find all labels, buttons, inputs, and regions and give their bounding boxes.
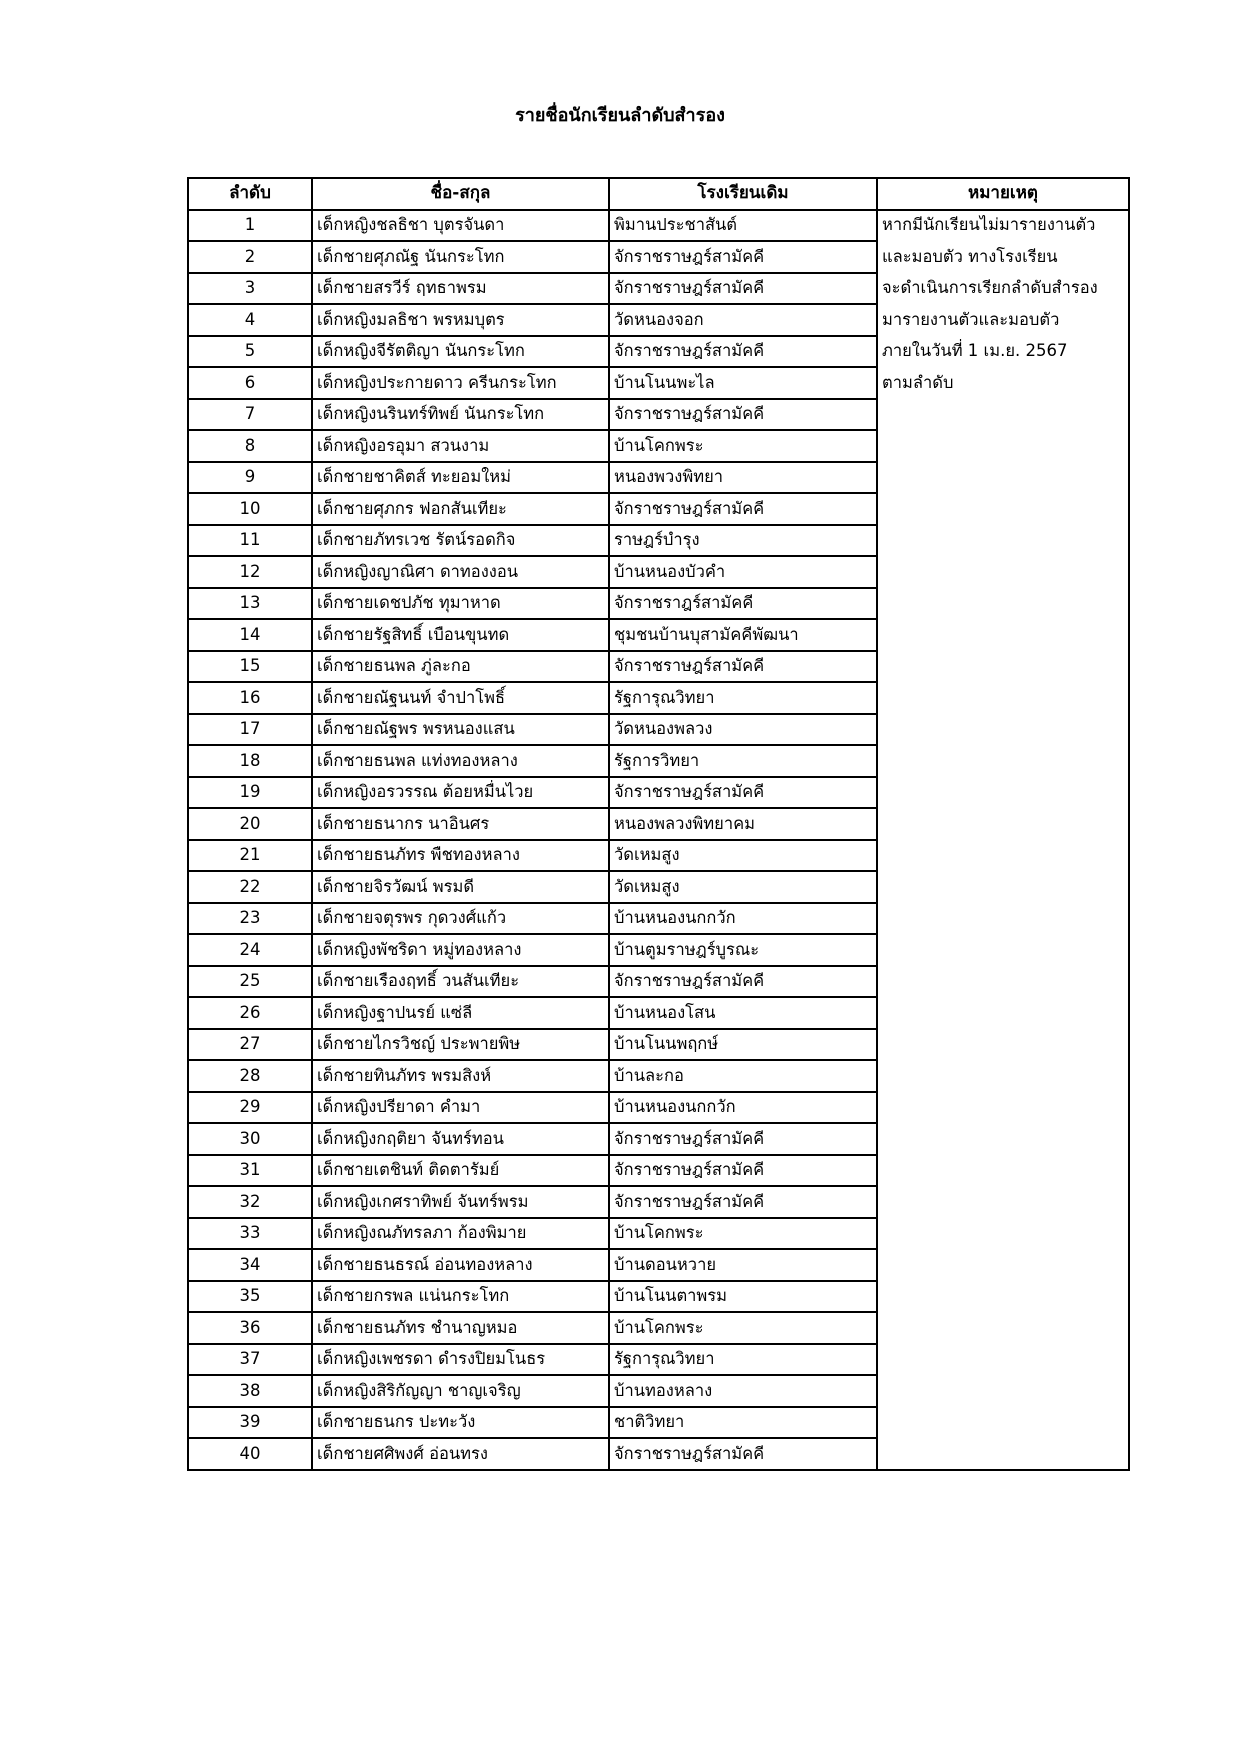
row-school: บ้านหนองนกกวัก <box>609 1092 877 1124</box>
row-school: บ้านหนองโสน <box>609 997 877 1029</box>
row-remark <box>877 399 1129 431</box>
row-remark <box>877 1123 1129 1155</box>
row-name: เด็กหญิงฐาปนรย์ แซ่ลี <box>312 997 609 1029</box>
row-school: บ้านทองหลาง <box>609 1375 877 1407</box>
table-row <box>188 241 1129 273</box>
row-remark <box>877 1092 1129 1124</box>
table-row <box>188 1375 1129 1407</box>
row-school: จักราชราษฎร์สามัคคี <box>609 1155 877 1187</box>
row-remark <box>877 1186 1129 1218</box>
row-school: บ้านโนนตาพรม <box>609 1281 877 1313</box>
row-school: พิมานประชาสันต์ <box>609 210 877 242</box>
row-remark <box>877 934 1129 966</box>
row-school: รัฐการวิทยา <box>609 745 877 777</box>
row-name: เด็กชายจิรวัฒน์ พรมดี <box>312 871 609 903</box>
row-school: จักราชราษฎร์สามัคคี <box>609 493 877 525</box>
row-remark <box>877 1155 1129 1187</box>
row-remark: ภายในวันที่ 1 เม.ย. 2567 <box>877 336 1129 368</box>
table-row <box>188 840 1129 872</box>
row-school: จักราชราษฎร์สามัคคี <box>609 399 877 431</box>
row-remark <box>877 997 1129 1029</box>
table-row <box>188 556 1129 588</box>
table-row <box>188 903 1129 935</box>
row-number: 24 <box>188 934 312 966</box>
row-remark <box>877 1060 1129 1092</box>
row-number: 33 <box>188 1218 312 1250</box>
table-row <box>188 1123 1129 1155</box>
row-number: 7 <box>188 399 312 431</box>
row-school: วัดเหมสูง <box>609 871 877 903</box>
row-number: 4 <box>188 304 312 336</box>
row-name: เด็กชายกรพล แน่นกระโทก <box>312 1281 609 1313</box>
table-row <box>188 682 1129 714</box>
row-number: 31 <box>188 1155 312 1187</box>
table-row <box>188 1281 1129 1313</box>
student-table <box>187 177 1130 1471</box>
table-row <box>188 777 1129 809</box>
table-row <box>188 934 1129 966</box>
column-header-name: ชื่อ-สกุล <box>312 178 609 210</box>
row-remark <box>877 1438 1129 1470</box>
row-school: จักราชราษฎร์สามัคคี <box>609 1438 877 1470</box>
row-number: 28 <box>188 1060 312 1092</box>
row-school: บ้านโนนพฤกษ์ <box>609 1029 877 1061</box>
row-number: 15 <box>188 651 312 683</box>
table-row <box>188 714 1129 746</box>
row-school: วัดเหมสูง <box>609 840 877 872</box>
table-row <box>188 745 1129 777</box>
row-remark <box>877 1218 1129 1250</box>
row-school: จักราชราษฎร์สามัคคี <box>609 273 877 305</box>
row-name: เด็กหญิงญาณิศา ดาทองงอน <box>312 556 609 588</box>
row-school: จักราชราษฎร์สามัคคี <box>609 777 877 809</box>
row-name: เด็กหญิงสิริกัญญา ชาญเจริญ <box>312 1375 609 1407</box>
row-remark: และมอบตัว ทางโรงเรียน <box>877 241 1129 273</box>
row-school: ชุมชนบ้านบุสามัคคีพัฒนา <box>609 619 877 651</box>
row-remark <box>877 682 1129 714</box>
row-school: หนองพลวงพิทยาคม <box>609 808 877 840</box>
row-number: 12 <box>188 556 312 588</box>
row-name: เด็กหญิงจีรัตติญา นันกระโทก <box>312 336 609 368</box>
row-school: บ้านละกอ <box>609 1060 877 1092</box>
table-row <box>188 399 1129 431</box>
row-name: เด็กหญิงเพชรดา ดำรงปิยมโนธร <box>312 1344 609 1376</box>
row-remark <box>877 808 1129 840</box>
table-row <box>188 1029 1129 1061</box>
row-school: บ้านโคกพระ <box>609 430 877 462</box>
row-number: 10 <box>188 493 312 525</box>
row-school: จักราชราษฎร์สามัคคี <box>609 336 877 368</box>
table-row <box>188 493 1129 525</box>
row-name: เด็กหญิงมลธิชา พรหมบุตร <box>312 304 609 336</box>
row-school: จักราชราษฎร์สามัคคี <box>609 241 877 273</box>
row-name: เด็กชายสรวีร์ ฤทธาพรม <box>312 273 609 305</box>
row-name: เด็กชายธนพล แท่งทองหลาง <box>312 745 609 777</box>
row-name: เด็กชายชาคิตส์ ทะยอมใหม่ <box>312 462 609 494</box>
table-row <box>188 210 1129 242</box>
row-remark <box>877 714 1129 746</box>
table-header-row <box>188 178 1129 210</box>
row-school: บ้านโนนพะไล <box>609 367 877 399</box>
row-number: 38 <box>188 1375 312 1407</box>
row-name: เด็กชายจตุรพร กุดวงศ์แก้ว <box>312 903 609 935</box>
row-remark <box>877 651 1129 683</box>
row-name: เด็กหญิงกฤติยา จันทร์ทอน <box>312 1123 609 1155</box>
column-header-number: ลำดับ <box>188 178 312 210</box>
row-name: เด็กชายเรืองฤทธิ์ วนสันเทียะ <box>312 966 609 998</box>
row-name: เด็กชายศศิพงศ์ อ่อนทรง <box>312 1438 609 1470</box>
row-name: เด็กหญิงอรอุมา สวนงาม <box>312 430 609 462</box>
table-row <box>188 588 1129 620</box>
row-name: เด็กชายเดชปภัช ทุมาหาด <box>312 588 609 620</box>
table-row <box>188 1186 1129 1218</box>
row-school: จักราชราษฎร์สามัคคี <box>609 1123 877 1155</box>
row-number: 9 <box>188 462 312 494</box>
row-remark <box>877 462 1129 494</box>
row-number: 39 <box>188 1407 312 1439</box>
row-school: จักราชราฎร์สามัคคี <box>609 588 877 620</box>
row-number: 29 <box>188 1092 312 1124</box>
row-remark <box>877 588 1129 620</box>
row-remark <box>877 903 1129 935</box>
row-number: 19 <box>188 777 312 809</box>
table-row <box>188 966 1129 998</box>
row-school: บ้านดอนหวาย <box>609 1249 877 1281</box>
row-school: บ้านโคกพระ <box>609 1218 877 1250</box>
row-number: 2 <box>188 241 312 273</box>
row-remark: จะดำเนินการเรียกลำดับสำรอง <box>877 273 1129 305</box>
table-row <box>188 1344 1129 1376</box>
table-row <box>188 871 1129 903</box>
table-row <box>188 304 1129 336</box>
table-row <box>188 367 1129 399</box>
table-row <box>188 1249 1129 1281</box>
row-school: รัฐการุณวิทยา <box>609 682 877 714</box>
row-name: เด็กชายณัฐพร พรหนองแสน <box>312 714 609 746</box>
row-number: 13 <box>188 588 312 620</box>
row-number: 22 <box>188 871 312 903</box>
row-remark: มารายงานตัวและมอบตัว <box>877 304 1129 336</box>
row-school: จักราชราษฎร์สามัคคี <box>609 1186 877 1218</box>
row-remark <box>877 493 1129 525</box>
row-number: 6 <box>188 367 312 399</box>
row-number: 32 <box>188 1186 312 1218</box>
row-remark <box>877 871 1129 903</box>
row-number: 37 <box>188 1344 312 1376</box>
row-remark <box>877 1407 1129 1439</box>
row-school: วัดหนองพลวง <box>609 714 877 746</box>
table-row <box>188 430 1129 462</box>
row-number: 5 <box>188 336 312 368</box>
row-number: 25 <box>188 966 312 998</box>
row-name: เด็กชายศุภณัฐ นันกระโทก <box>312 241 609 273</box>
row-school: ราษฎร์บำรุง <box>609 525 877 557</box>
row-remark <box>877 966 1129 998</box>
row-number: 8 <box>188 430 312 462</box>
row-name: เด็กหญิงนรินทร์ทิพย์ นันกระโทก <box>312 399 609 431</box>
row-name: เด็กชายทินภัทร พรมสิงห์ <box>312 1060 609 1092</box>
row-number: 17 <box>188 714 312 746</box>
row-name: เด็กหญิงเกศราทิพย์ จันทร์พรม <box>312 1186 609 1218</box>
row-name: เด็กชายธนพล ภู่ละกอ <box>312 651 609 683</box>
row-number: 11 <box>188 525 312 557</box>
row-name: เด็กชายธนธรณ์ อ่อนทองหลาง <box>312 1249 609 1281</box>
row-school: ชาติวิทยา <box>609 1407 877 1439</box>
row-remark: ตามลำดับ <box>877 367 1129 399</box>
row-number: 35 <box>188 1281 312 1313</box>
row-school: บ้านหนองบัวคำ <box>609 556 877 588</box>
row-number: 1 <box>188 210 312 242</box>
row-name: เด็กหญิงชลธิชา บุตรจันดา <box>312 210 609 242</box>
document-title: รายชื่อนักเรียนลำดับสำรอง <box>515 105 725 126</box>
table-row <box>188 462 1129 494</box>
row-school: บ้านตูมราษฎร์บูรณะ <box>609 934 877 966</box>
row-remark: หากมีนักเรียนไม่มารายงานตัว <box>877 210 1129 242</box>
row-number: 21 <box>188 840 312 872</box>
row-school: บ้านโคกพระ <box>609 1312 877 1344</box>
row-school: วัดหนองจอก <box>609 304 877 336</box>
row-name: เด็กหญิงพัชริดา หมู่ทองหลาง <box>312 934 609 966</box>
row-name: เด็กชายธนภัทร พืชทองหลาง <box>312 840 609 872</box>
table-row <box>188 1092 1129 1124</box>
row-number: 34 <box>188 1249 312 1281</box>
row-name: เด็กหญิงประกายดาว ครีนกระโทก <box>312 367 609 399</box>
row-number: 36 <box>188 1312 312 1344</box>
row-remark <box>877 619 1129 651</box>
row-school: จักราชราษฎร์สามัคคี <box>609 966 877 998</box>
row-number: 40 <box>188 1438 312 1470</box>
row-name: เด็กหญิงณภัทรลภา ก้องพิมาย <box>312 1218 609 1250</box>
row-name: เด็กชายธนภัทร ชำนาญหมอ <box>312 1312 609 1344</box>
row-name: เด็กชายธนกร ปะทะวัง <box>312 1407 609 1439</box>
row-number: 18 <box>188 745 312 777</box>
row-name: เด็กชายณัฐนนท์ จำปาโพธิ์ <box>312 682 609 714</box>
row-school: รัฐการุณวิทยา <box>609 1344 877 1376</box>
table-row <box>188 1155 1129 1187</box>
row-remark <box>877 1249 1129 1281</box>
row-school: จักราชราษฎร์สามัคคี <box>609 651 877 683</box>
row-remark <box>877 745 1129 777</box>
row-remark <box>877 1344 1129 1376</box>
row-name: เด็กชายภัทรเวช รัตน์รอดกิจ <box>312 525 609 557</box>
row-number: 30 <box>188 1123 312 1155</box>
row-remark <box>877 556 1129 588</box>
row-name: เด็กชายรัฐสิทธิ์ เบือนขุนทด <box>312 619 609 651</box>
row-remark <box>877 430 1129 462</box>
table-row <box>188 1438 1129 1470</box>
row-remark <box>877 525 1129 557</box>
row-name: เด็กชายเตชินท์ ติดตารัมย์ <box>312 1155 609 1187</box>
row-name: เด็กชายธนากร นาอินศร <box>312 808 609 840</box>
row-remark <box>877 840 1129 872</box>
table-row <box>188 525 1129 557</box>
row-school: บ้านหนองนกกวัก <box>609 903 877 935</box>
row-remark <box>877 1281 1129 1313</box>
table-row <box>188 1312 1129 1344</box>
row-number: 16 <box>188 682 312 714</box>
column-header-remark: หมายเหตุ <box>877 178 1129 210</box>
row-remark <box>877 1029 1129 1061</box>
row-school: หนองพวงพิทยา <box>609 462 877 494</box>
table-row <box>188 997 1129 1029</box>
table-row <box>188 1060 1129 1092</box>
table-row <box>188 619 1129 651</box>
table-row <box>188 808 1129 840</box>
row-number: 20 <box>188 808 312 840</box>
row-remark <box>877 1375 1129 1407</box>
row-number: 3 <box>188 273 312 305</box>
table-row <box>188 336 1129 368</box>
row-name: เด็กหญิงปรียาดา คำมา <box>312 1092 609 1124</box>
table-row <box>188 273 1129 305</box>
table-row <box>188 1218 1129 1250</box>
row-remark <box>877 777 1129 809</box>
row-remark <box>877 1312 1129 1344</box>
row-number: 14 <box>188 619 312 651</box>
table-row <box>188 1407 1129 1439</box>
row-number: 23 <box>188 903 312 935</box>
row-name: เด็กหญิงอรวรรณ ต้อยหมื่นไวย <box>312 777 609 809</box>
table-row <box>188 651 1129 683</box>
column-header-school: โรงเรียนเดิม <box>609 178 877 210</box>
row-number: 26 <box>188 997 312 1029</box>
row-number: 27 <box>188 1029 312 1061</box>
row-name: เด็กชายศุภกร ฟอกสันเทียะ <box>312 493 609 525</box>
row-name: เด็กชายไกรวิชญ์ ประพายพิษ <box>312 1029 609 1061</box>
